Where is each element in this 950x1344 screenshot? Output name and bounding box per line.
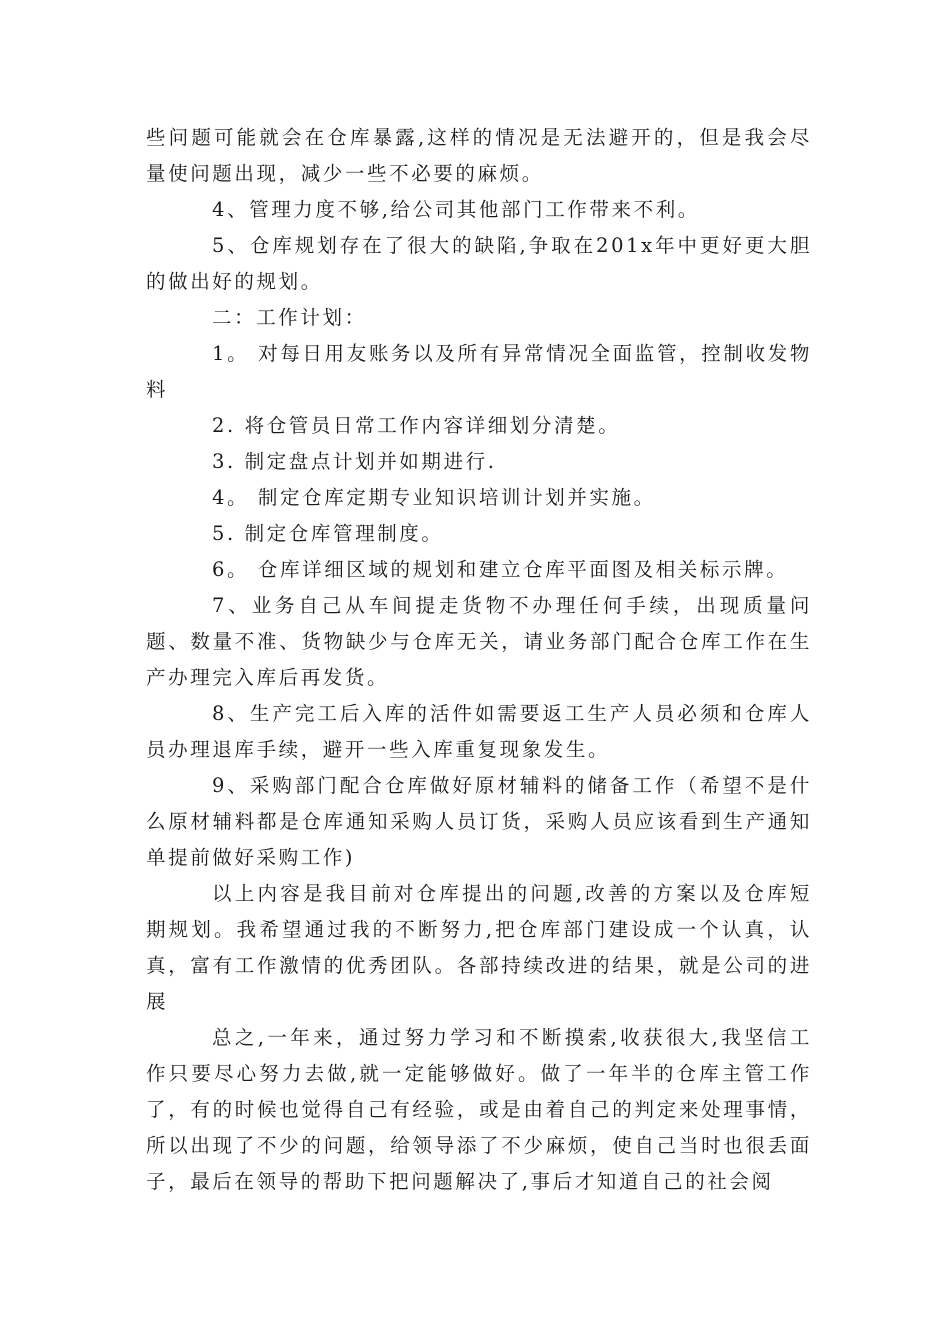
plan-item-5: 5. 制定仓库管理制度。 bbox=[212, 522, 444, 545]
plan-item-2: 2. 将仓管员日常工作内容详细划分清楚。 bbox=[212, 414, 621, 437]
plan-item-1: 1。 对每日用友账务以及所有异常情况全面监管，控制收发物料 bbox=[146, 342, 812, 401]
paragraph-2: 4、管理力度不够,给公司其他部门工作带来不利。 bbox=[212, 198, 700, 221]
document-body bbox=[146, 120, 812, 1200]
plan-item-7: 7、业务自己从车间提走货物不办理任何手续，出现质量问题、数量不准、货物缺少与仓库无关，请业务部门配合仓库工作在生产办理完入库后再发货。 bbox=[146, 594, 812, 689]
plan-item-4: 4。 制定仓库定期专业知识培训计划并实施。 bbox=[212, 486, 656, 509]
summary-paragraph: 以上内容是我目前对仓库提出的问题,改善的方案以及仓库短期规划。我希望通过我的不断努力,把仓库部门建设成一个认真，认真，富有工作激情的优秀团队。各部持续改进的结果，就是公司的进展 bbox=[146, 882, 812, 1013]
plan-item-3: 3. 制定盘点计划并如期进行. bbox=[212, 450, 497, 473]
section-heading: 二：工作计划： bbox=[212, 306, 367, 329]
conclusion-paragraph: 总之,一年来，通过努力学习和不断摸索,收获很大,我坚信工作只要尽心努力去做,就一定能够做好。做了一年半的仓库主管工作了，有的时候也觉得自己有经验，或是由着自己的判定来处理事情，所以出现了不少的问题，给领导添了不少麻烦，使自己当时也很丢面子，最后在领导的帮助下把问题解决了,事后才知道自己的社会阅 bbox=[146, 1026, 812, 1193]
paragraph-3: 5、仓库规划存在了很大的缺陷,争取在201x年中更好更大胆的做出好的规划。 bbox=[146, 234, 812, 293]
plan-item-9: 9、采购部门配合仓库做好原材辅料的储备工作（希望不是什么原材辅料都是仓库通知采购人员订货，采购人员应该看到生产通知单提前做好采购工作) bbox=[146, 774, 812, 869]
paragraph-1: 些问题可能就会在仓库暴露,这样的情况是无法避开的，但是我会尽量使问题出现，减少一些不必要的麻烦。 bbox=[146, 126, 812, 185]
plan-item-6: 6。 仓库详细区域的规划和建立仓库平面图及相关标示牌。 bbox=[212, 558, 789, 581]
plan-item-8: 8、生产完工后入库的活件如需要返工生产人员必须和仓库人员办理退库手续，避开一些入库重复现象发生。 bbox=[146, 702, 812, 761]
